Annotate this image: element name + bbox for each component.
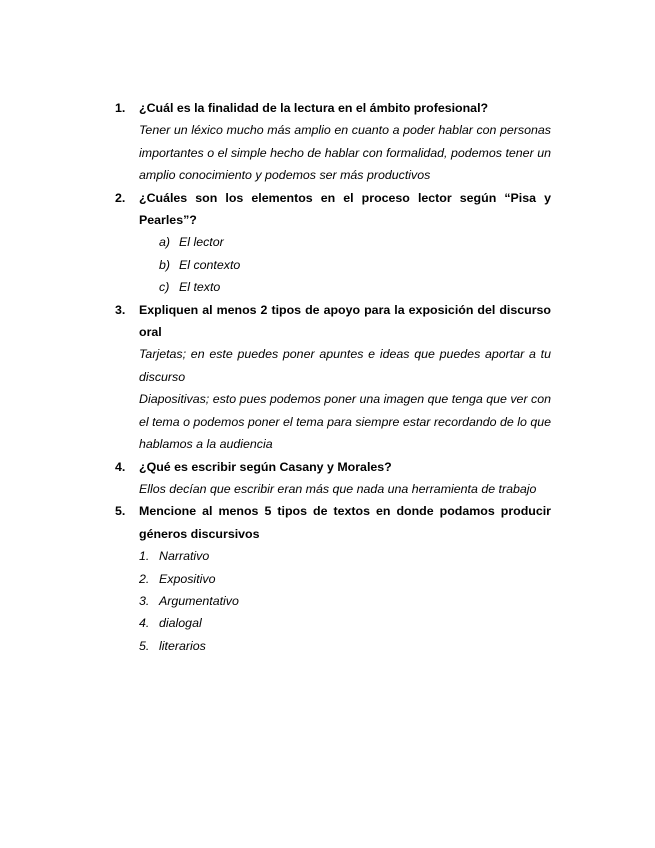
- list-marker: a): [159, 235, 171, 250]
- question-text: ¿Cuáles son los elementos en el proceso lector según “Pisa y Pearles”?: [139, 190, 551, 228]
- list-marker: 1.: [139, 549, 150, 564]
- question-text: Mencione al menos 5 tipos de textos en donde podamos producir géneros discursivos: [139, 504, 551, 541]
- question-1: [115, 97, 551, 119]
- answer-list: [115, 231, 551, 298]
- list-item: [115, 254, 551, 276]
- question-5: [115, 500, 551, 545]
- question-number: 5.: [115, 504, 126, 519]
- list-marker: 4.: [139, 616, 150, 631]
- answer-list: [115, 545, 551, 657]
- list-marker: b): [159, 257, 171, 272]
- questionnaire: [115, 97, 551, 657]
- list-item: [115, 590, 551, 612]
- list-item: [115, 231, 551, 253]
- answer-paragraph: Diapositivas; esto pues podemos poner una imagen que tenga que ver con el tema o podemos poner el tema para siempre estar recordando de lo que hablamos a la audiencia: [139, 392, 551, 452]
- answer-paragraph: Tener un léxico mucho más amplio en cuanto a poder hablar con personas importantes o el simple hecho de hablar con formalidad, podemos tener un amplio conocimiento y podemos ser más productivos: [139, 123, 551, 183]
- list-item: [115, 612, 551, 634]
- list-item-text: Expositivo: [159, 571, 216, 586]
- question-number: 3.: [115, 302, 126, 317]
- question-number: 2.: [115, 190, 126, 205]
- list-item-text: Argumentativo: [159, 593, 239, 608]
- question-3: [115, 299, 551, 344]
- list-marker: 5.: [139, 638, 150, 653]
- list-marker: c): [159, 280, 170, 295]
- question-text: ¿Qué es escribir según Casany y Morales?: [139, 459, 392, 474]
- answer-paragraph: Ellos decían que escribir eran más que nada una herramienta de trabajo: [139, 481, 537, 496]
- list-item: [115, 276, 551, 298]
- list-item: [115, 545, 551, 567]
- list-marker: 3.: [139, 593, 150, 608]
- list-marker: 2.: [139, 571, 150, 586]
- list-item-text: El texto: [179, 280, 221, 295]
- answer-paragraph: Tarjetas; en este puedes poner apuntes e ideas que puedes aportar a tu discurso: [139, 347, 551, 384]
- question-text: ¿Cuál es la finalidad de la lectura en el ámbito profesional?: [139, 101, 489, 115]
- question-4: [115, 456, 551, 478]
- list-item-text: El lector: [179, 235, 224, 250]
- list-item-text: El contexto: [179, 257, 241, 272]
- question-2: [115, 187, 551, 232]
- list-item-text: Narrativo: [159, 549, 210, 564]
- list-item: [115, 568, 551, 590]
- list-item: [115, 635, 551, 657]
- question-number: 4.: [115, 459, 126, 474]
- question-text: Expliquen al menos 2 tipos de apoyo para la exposición del discurso oral: [139, 302, 551, 340]
- list-item-text: dialogal: [159, 616, 202, 631]
- question-number: 1.: [115, 101, 126, 115]
- list-item-text: literarios: [159, 638, 206, 653]
